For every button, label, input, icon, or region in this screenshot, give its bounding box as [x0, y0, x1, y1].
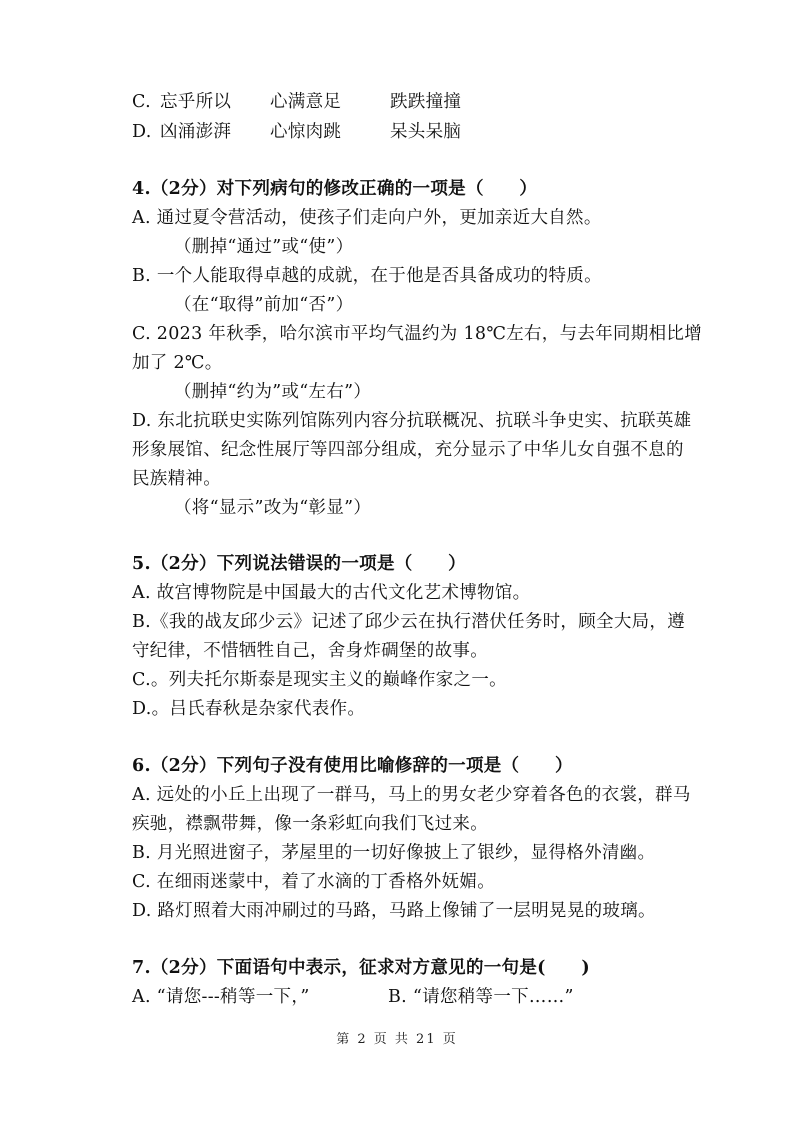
- q4-option-d-line3: 民族精神。: [132, 469, 221, 489]
- q5-option-a: A. 故宫博物院是中国最大的古代文化艺术博物馆。: [132, 583, 531, 603]
- option-word: 呆头呆脑: [390, 122, 462, 142]
- q5-option-b-line2: 守纪律，不惜牺牲自己，舍身炸碉堡的故事。: [132, 641, 488, 661]
- q4-option-d-fix: （将“显示”改为“彰显”）: [174, 498, 372, 518]
- option-word: 跌跌撞撞: [390, 92, 462, 112]
- q6-option-b: B. 月光照进窗子，茅屋里的一切好像披上了银纱，显得格外清幽。: [132, 843, 656, 863]
- q4-option-d-line1: D. 东北抗联史实陈列馆陈列内容分抗联概况、抗联斗争史实、抗联英雄: [132, 411, 692, 431]
- q4-option-a: A. 通过夏令营活动，使孩子们走向户外，更加亲近大自然。: [132, 208, 602, 228]
- q6-option-a-line1: A. 远处的小丘上出现了一群马，马上的男女老少穿着各色的衣裳，群马: [132, 785, 691, 805]
- option-word: 忘乎所以: [160, 92, 232, 112]
- q5-option-c: C.。列夫托尔斯泰是现实主义的巅峰作家之一。: [132, 670, 507, 690]
- option-word: 心满意足: [270, 92, 342, 112]
- q7-option-a: A. “请您---稍等一下，”: [132, 987, 310, 1007]
- option-label: D.: [132, 122, 152, 142]
- q4-option-c-line1: C. 2023 年秋季，哈尔滨市平均气温约为 18℃左右，与去年同期相比增: [132, 324, 702, 344]
- q6-option-c: C. 在细雨迷蒙中，着了水滴的丁香格外妩媚。: [132, 872, 495, 892]
- option-word: 凶涌澎湃: [160, 122, 232, 142]
- q6-option-a-line2: 疾驰，襟飘带舞，像一条彩虹向我们飞过来。: [132, 814, 488, 834]
- q7-title: 7.（2分）下面语句中表示，征求对方意见的一句是( ): [132, 958, 590, 978]
- q6-option-d: D. 路灯照着大雨冲刷过的马路，马路上像铺了一层明晃晃的玻璃。: [132, 901, 656, 921]
- q4-title: 4.（2分）对下列病句的修改正确的一项是（ ）: [132, 179, 538, 199]
- q4-option-b: B. 一个人能取得卓越的成就，在于他是否具备成功的特质。: [132, 266, 602, 286]
- q4-option-c-fix: （删掉“约为”或“左右”）: [174, 382, 372, 402]
- q5-title: 5.（2分）下列说法错误的一项是（ ）: [132, 554, 466, 574]
- option-label: C.: [132, 92, 151, 112]
- q3-option-d: [132, 120, 692, 144]
- q6-title: 6.（2分）下列句子没有使用比喻修辞的一项是（ ）: [132, 756, 573, 776]
- q4-option-c-line2: 加了 2℃。: [132, 353, 223, 373]
- q7-option-b: B. “请您稍等一下……”: [388, 987, 574, 1007]
- q7-options: [132, 985, 692, 1009]
- q3-option-c: [132, 90, 692, 114]
- q5-option-d: D.。吕氏春秋是杂家代表作。: [132, 699, 366, 719]
- q4-option-b-fix: （在“取得”前加“否”）: [174, 295, 354, 315]
- option-word: 心惊肉跳: [270, 122, 342, 142]
- q5-option-b-line1: B.《我的战友邱少云》记述了邱少云在执行潜伏任务时，顾全大局，遵: [132, 612, 686, 632]
- q4-option-d-line2: 形象展馆、纪念性展厅等四部分组成，充分显示了中华儿女自强不息的: [132, 440, 684, 460]
- page-number-footer: 第 2 页 共 21 页: [336, 1032, 458, 1047]
- q4-option-a-fix: （删掉“通过”或“使”）: [174, 237, 354, 257]
